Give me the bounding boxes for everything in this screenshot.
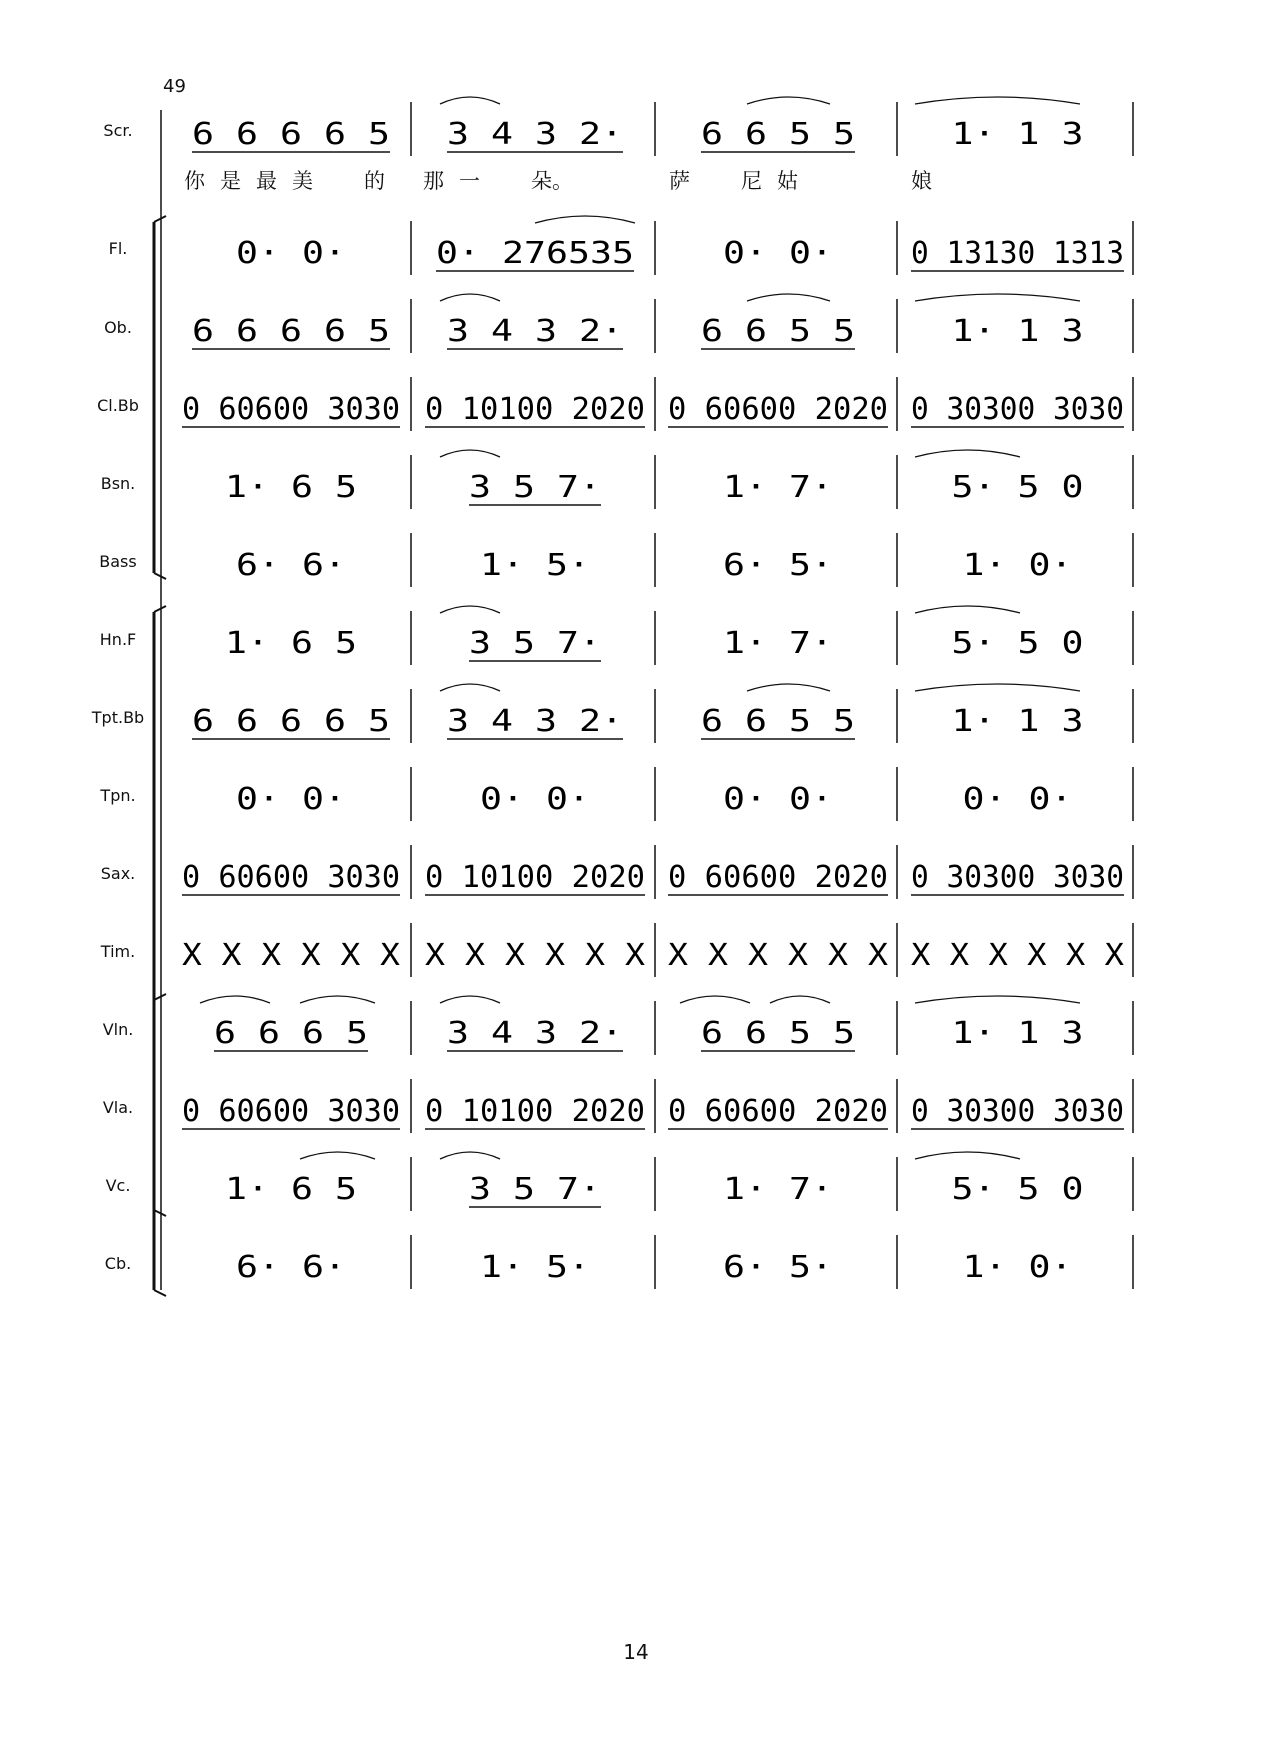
note-group: 0 60600 3030 [182,1094,400,1129]
note-group: 0 30300 3030 [911,860,1124,895]
instrument-label-ob: Ob. [104,318,132,337]
slur-arc [535,216,635,223]
slur-arc [915,684,1080,691]
instrument-label-vln: Vln. [102,1020,134,1039]
slur-arc [915,450,1020,457]
note-group: X X X X X X [911,938,1124,973]
note-group: X X X X X X [425,938,645,973]
instrument-label-cb: Cb. [104,1254,132,1273]
note-group: 6 6 6 6 5 [192,117,390,152]
slur-arc [915,97,1080,104]
slur-arc [915,996,1080,1003]
note-group: 3 5 7· [469,626,601,661]
note-group: 0 60600 2020 [668,1094,888,1129]
instrument-label-hn: Hn.F [99,630,137,649]
slur-arc [915,294,1080,301]
lyric-syllable: 萨 [669,169,690,193]
note-group: 0· 0· [962,782,1073,817]
note-group: 1· 0· [962,1250,1073,1285]
note-group: 0 10100 2020 [425,392,645,427]
slur-arc [747,294,830,301]
note-group: X X X X X X [668,938,888,973]
slur-arc [770,996,830,1003]
note-group: 3 4 3 2· [447,704,623,739]
instrument-label-bsn: Bsn. [100,474,136,493]
instrument-label-vla: Vla. [102,1098,134,1117]
note-group: 1· 7· [723,1172,833,1207]
lyric-syllable: 是 [220,169,241,193]
slur-arc [680,996,750,1003]
note-group: X X X X X X [182,938,400,973]
note-group: 6· 6· [236,1250,346,1285]
measure-number: 49 [163,76,186,97]
note-group: 0 10100 2020 [425,860,645,895]
note-group: 0· 0· [480,782,590,817]
note-group: 1· 7· [723,626,833,661]
instrument-label-cl: Cl.Bb [97,396,139,415]
note-group: 0 30300 3030 [911,1094,1124,1129]
note-group: 1· 7· [723,470,833,505]
instrument-label-tpn: Tpn. [100,786,136,805]
slur-arc [915,1152,1020,1159]
lyric-syllable: 一 [459,169,480,193]
slur-arc [440,684,500,691]
note-group: 6· 6· [236,548,346,583]
note-group: 1· 6 5 [225,1172,357,1207]
note-group: 0· 0· [236,782,346,817]
lyric-syllable: 那 [423,169,444,193]
note-group: 6· 5· [723,548,833,583]
note-group: 3 5 7· [469,1172,601,1207]
instrument-label-fl: Fl. [108,239,128,258]
note-group: 1· 6 5 [225,470,357,505]
slur-arc [915,606,1020,613]
note-group: 0 60600 2020 [668,860,888,895]
note-group: 5· 5 0 [951,626,1084,661]
note-group: 6 6 6 5 [214,1016,368,1051]
note-group: 6 6 6 6 5 [192,314,390,349]
lyric-syllable: 最 [256,169,277,193]
lyric-syllable: 尼 [741,169,762,193]
slur-arc [440,996,500,1003]
note-group: 1· 1 3 [951,314,1084,349]
note-group: 6 6 6 6 5 [192,704,390,739]
bracket-hook [154,573,166,579]
note-group: 1· 5· [480,1250,590,1285]
bracket-hook [154,1290,166,1296]
note-group: 5· 5 0 [951,1172,1084,1207]
note-group: 3 4 3 2· [447,314,623,349]
lyric-syllable: 娘 [911,169,932,193]
slur-arc [440,97,500,104]
note-group: 0 10100 2020 [425,1094,645,1129]
note-group: 0 60600 3030 [182,392,400,427]
slur-arc [747,684,830,691]
note-group: 6 6 5 5 [701,314,855,349]
note-group: 0· 0· [723,236,833,271]
instrument-label-sax: Sax. [100,864,136,883]
instrument-label-tim: Tim. [100,942,136,961]
slur-arc [440,1152,500,1159]
lyric-syllable: 的 [364,169,385,193]
note-group: 3 4 3 2· [447,1016,623,1051]
slur-arc [300,996,375,1003]
slur-arc [747,97,830,104]
note-group: 0 30300 3030 [911,392,1124,427]
instrument-label-tpt: Tpt.Bb [91,708,145,727]
page-number: 14 [623,1640,649,1664]
bracket-hook [154,994,166,1000]
note-group: 5· 5 0 [951,470,1084,505]
note-group: 0· 276535 [436,236,634,271]
instrument-label-scr: Scr. [103,121,133,140]
lyric-syllable: 你 [184,169,205,193]
instrument-label-bass: Bass [99,552,137,571]
note-group: 0 60600 3030 [182,860,400,895]
slur-arc [440,450,500,457]
note-group: 6 6 5 5 [701,1016,855,1051]
note-group: 1· 1 3 [951,117,1084,152]
note-group: 1· 5· [480,548,590,583]
note-group: 6 6 5 5 [701,117,855,152]
bracket-hook [154,606,166,612]
slur-arc [440,294,500,301]
note-group: 6 6 5 5 [701,704,855,739]
bracket-hook [154,216,166,222]
note-group: 1· 1 3 [951,704,1084,739]
lyric-syllable: 朵。 [531,169,573,193]
note-group: 0· 0· [236,236,346,271]
lyric-syllable: 美 [292,169,313,193]
note-group: 0 13130 1313 [911,236,1124,271]
lyric-syllable: 姑 [777,169,798,193]
note-group: 0 60600 2020 [668,392,888,427]
note-group: 1· 1 3 [951,1016,1084,1051]
note-group: 1· 6 5 [225,626,357,661]
slur-arc [440,606,500,613]
note-group: 0· 0· [723,782,833,817]
slur-arc [200,996,270,1003]
note-group: 3 5 7· [469,470,601,505]
note-group: 6· 5· [723,1250,833,1285]
note-group: 3 4 3 2· [447,117,623,152]
bracket-hook [154,1210,166,1216]
instrument-label-vc: Vc. [105,1176,131,1195]
note-group: 1· 0· [962,548,1073,583]
slur-arc [300,1152,375,1159]
